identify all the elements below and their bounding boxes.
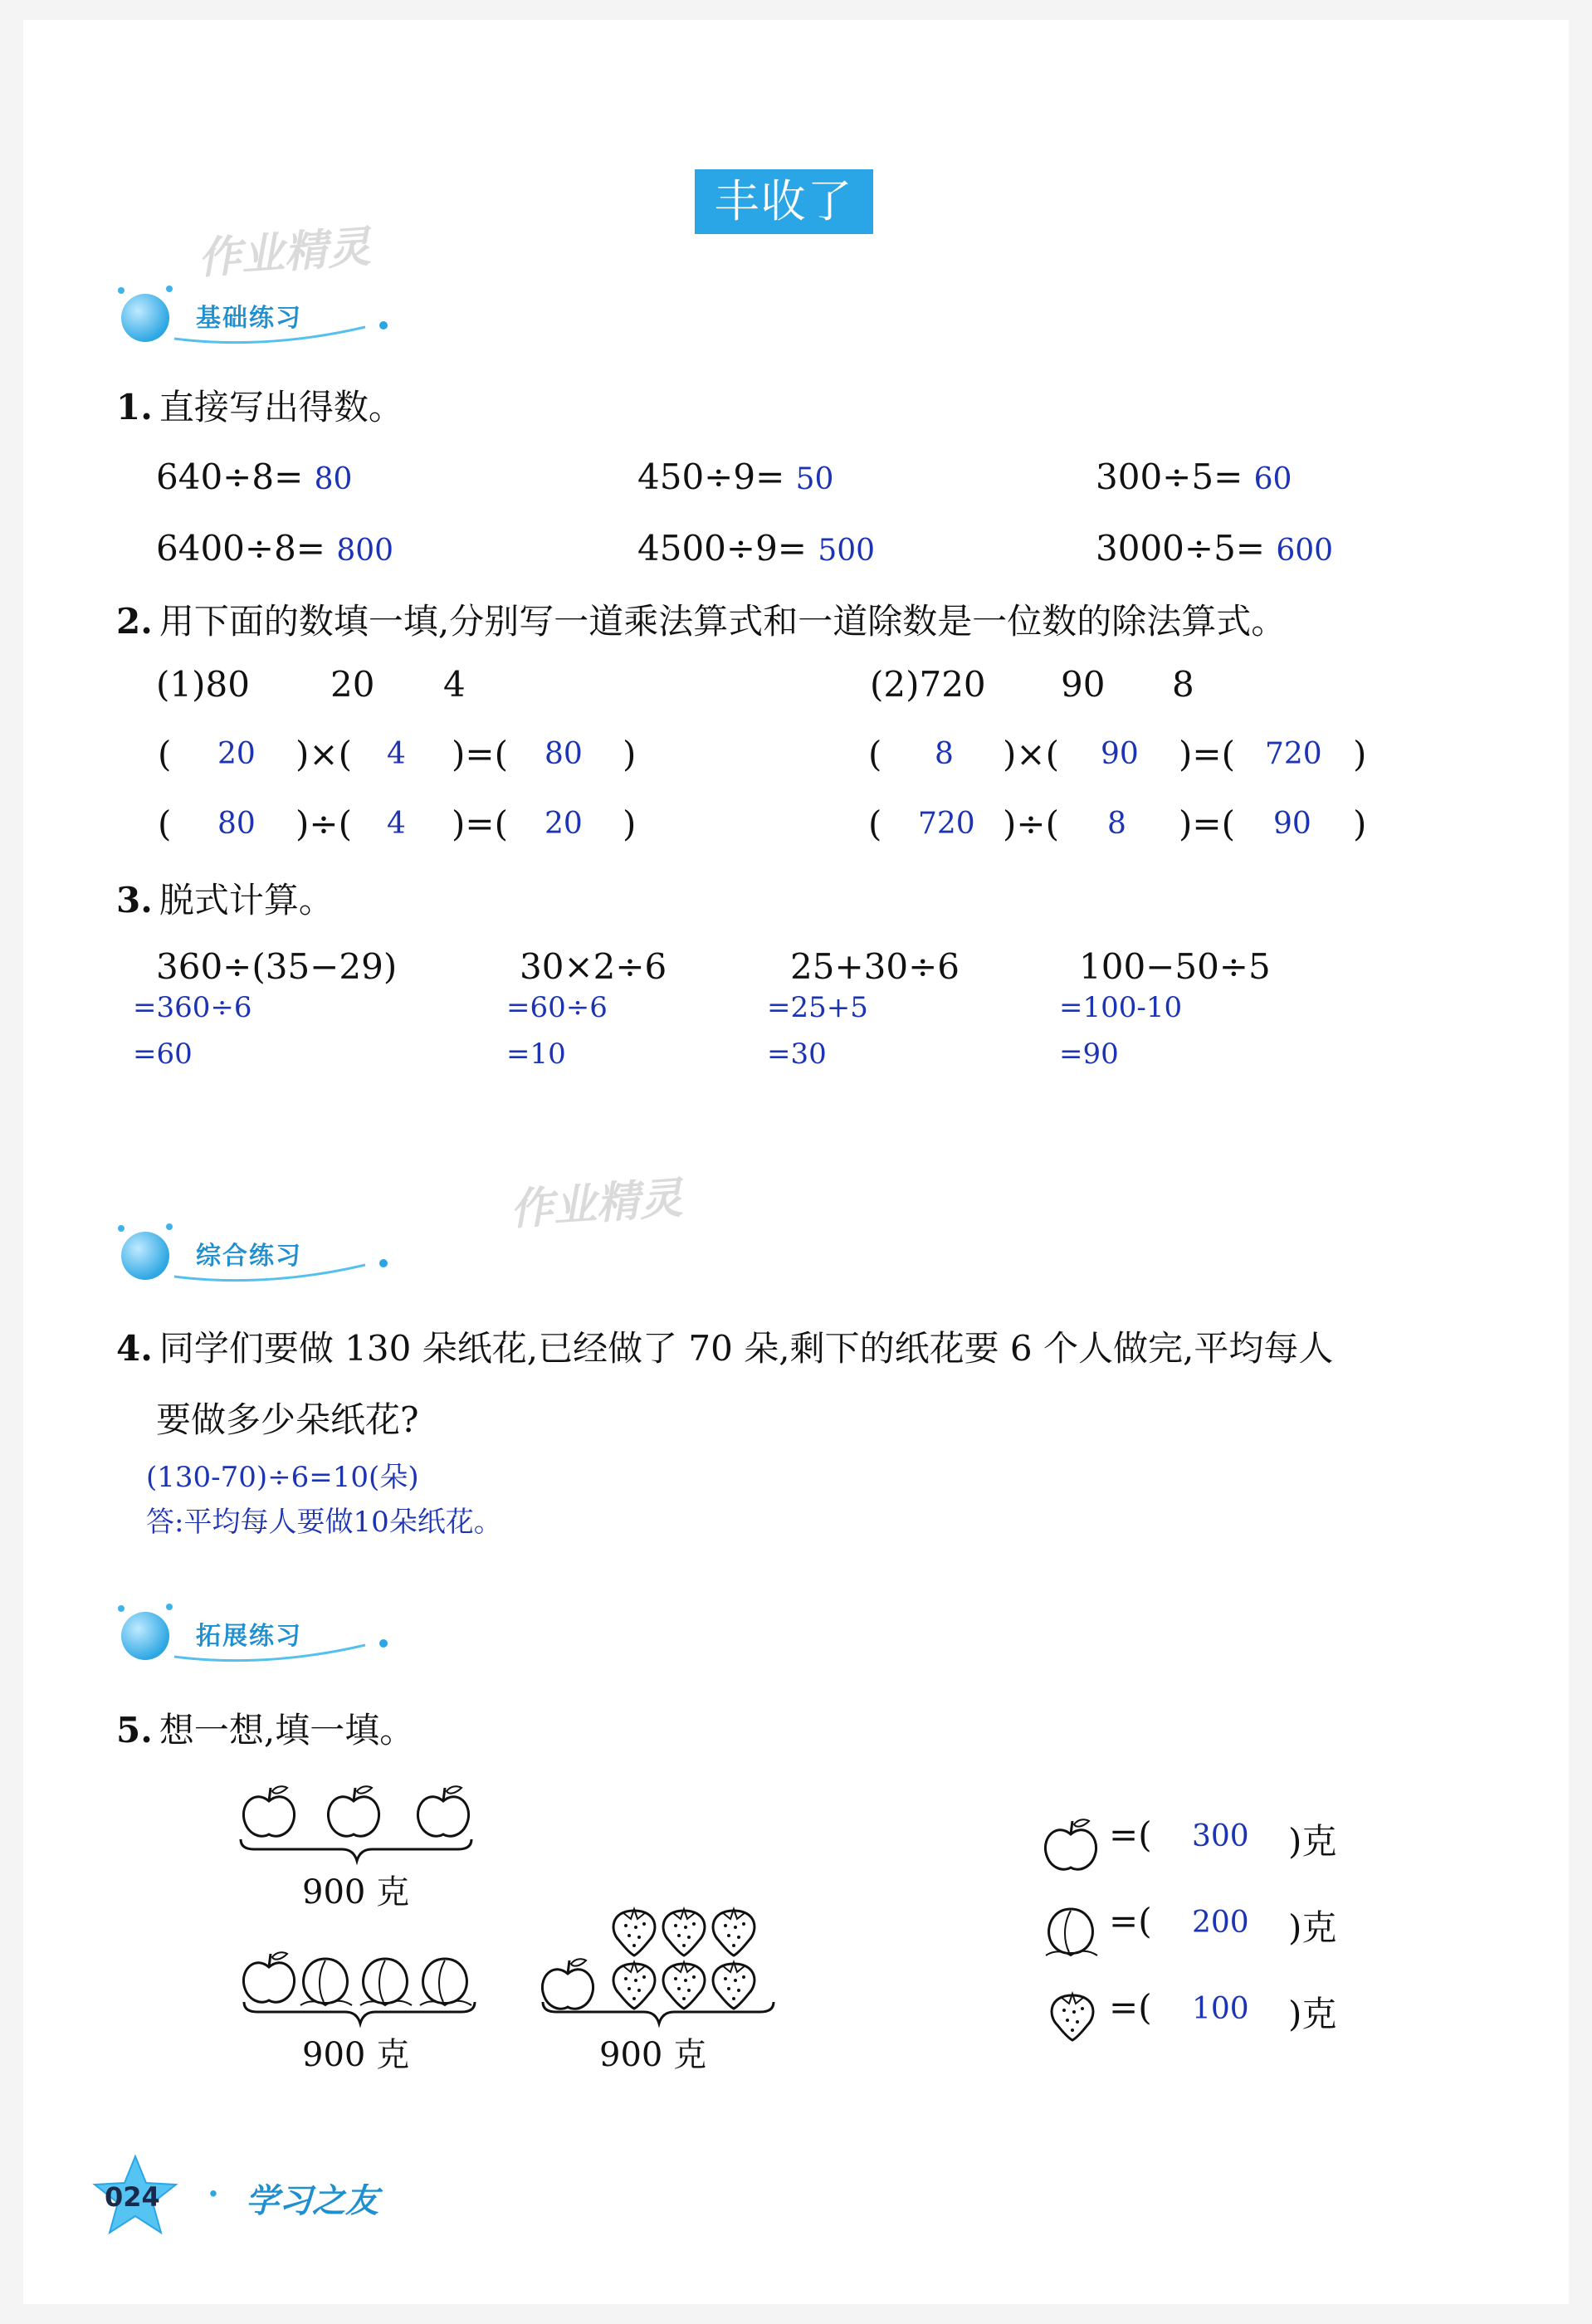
paren: ) (623, 734, 637, 774)
calc-step: =360÷6 (133, 991, 252, 1024)
paren: ) (1353, 734, 1367, 774)
given-number: 8 (1172, 664, 1194, 705)
answer: 800 (336, 534, 394, 568)
given-numbers-1: (1)80 (156, 664, 250, 705)
question-text: 想一想,填一填。 (159, 1710, 415, 1750)
calc-step: =30 (767, 1038, 827, 1071)
paren: ) (623, 803, 637, 844)
answer-equation: (130-70)÷6=10(朵) (146, 1461, 419, 1494)
eq-close: )克 (1288, 1994, 1337, 2034)
question-3 (116, 873, 334, 923)
answer: 4 (387, 807, 406, 841)
paren: ( (868, 803, 882, 844)
answer: 90 (1273, 807, 1311, 841)
watermark: 作业精灵 (196, 222, 373, 285)
answer: 720 (1265, 737, 1322, 771)
sparkle-icon (118, 1605, 125, 1612)
peach-icon (1039, 1897, 1106, 1964)
operator: )÷( (295, 803, 352, 844)
operator: )=( (452, 803, 508, 844)
oral-calc-item: 640÷8= 80 (156, 456, 353, 497)
question-number: 2. (116, 601, 153, 642)
answer: 8 (935, 737, 954, 771)
brand-logo: 学习之友 (246, 2182, 378, 2220)
strawberry-icon (1043, 1984, 1109, 2050)
answer: 80 (314, 462, 353, 496)
question-text: 脱式计算。 (159, 880, 334, 920)
eq-close: )克 (1288, 1821, 1337, 1862)
paren: ) (1353, 803, 1367, 844)
bubble-icon (121, 294, 169, 342)
sparkle-icon (166, 1604, 173, 1610)
given-number: 90 (1061, 664, 1106, 705)
question-text: 直接写出得数。 (159, 387, 403, 427)
sparkle-icon (166, 1223, 173, 1230)
brace-icon (241, 1999, 481, 2032)
page-title: 丰收了 (695, 169, 873, 234)
question-number: 1. (116, 387, 153, 427)
paren: ( (158, 803, 172, 844)
answer: 720 (918, 807, 975, 841)
swoosh-icon (166, 1625, 398, 1667)
eq-open: =( (1109, 1814, 1152, 1855)
paren: ( (868, 734, 882, 774)
given-numbers-2: (2)720 (870, 664, 986, 705)
brace-icon (237, 1836, 478, 1869)
answer: 600 (1276, 534, 1334, 568)
question-5 (116, 1703, 414, 1753)
question-text: 用下面的数填一填,分别写一道乘法算式和一道除数是一位数的除法算式。 (159, 601, 1287, 642)
page-number: 024 (105, 2181, 160, 2213)
apple-icon (1038, 1809, 1104, 1876)
calc-step: =100-10 (1059, 991, 1183, 1024)
calc-step: =60÷6 (506, 991, 608, 1024)
swoosh-icon (166, 307, 398, 349)
strawberry-icon (713, 1909, 754, 1955)
answer: 4 (387, 737, 406, 771)
operator: )×( (295, 734, 352, 774)
operator: )=( (1179, 803, 1235, 844)
answer: 80 (545, 737, 583, 771)
apple-icon (418, 1786, 468, 1836)
footer-dot: · (208, 2175, 219, 2214)
operator: )=( (452, 734, 508, 774)
question-1 (116, 380, 403, 430)
given-number: 20 (330, 664, 375, 705)
answer: 20 (217, 737, 256, 771)
question-text: 同学们要做 130 朵纸花,已经做了 70 朵,剩下的纸花要 6 个人做完,平均每人 (159, 1328, 1334, 1369)
operator: )×( (1003, 734, 1059, 774)
weight-label: 900 克 (302, 1873, 410, 1911)
calc-step: =10 (506, 1038, 566, 1071)
answer: 300 (1192, 1819, 1249, 1853)
sparkle-icon (118, 287, 125, 294)
section-label: 综合练习 (196, 1242, 302, 1271)
question-number: 3. (116, 880, 153, 920)
section-header-basic (116, 282, 382, 357)
calc-step: =90 (1059, 1038, 1119, 1071)
section-label: 基础练习 (196, 304, 302, 333)
oral-calc-item: 300÷5= 60 (1096, 456, 1292, 497)
oral-calc-item: 450÷9= 50 (637, 456, 834, 497)
calc-expression: 100−50÷5 (1079, 946, 1271, 987)
calc-step: =25+5 (767, 991, 868, 1024)
apple-icon (243, 1786, 294, 1836)
question-4 (116, 1321, 1333, 1371)
section-label: 拓展练习 (196, 1622, 302, 1651)
answer: 50 (795, 462, 834, 496)
sparkle-icon (118, 1225, 125, 1232)
section-header-comprehensive (116, 1220, 382, 1295)
answer: 60 (1253, 462, 1292, 496)
oral-calc-item: 4500÷9= 500 (637, 528, 876, 569)
bubble-icon (121, 1612, 169, 1660)
operator: )=( (1179, 734, 1235, 774)
answer: 80 (217, 807, 256, 841)
eq-open: =( (1109, 1987, 1152, 2028)
question-2 (116, 594, 1286, 644)
strawberry-icon (613, 1909, 655, 1955)
answer: 20 (545, 807, 583, 841)
given-number: 4 (443, 664, 466, 705)
question-number: 5. (116, 1710, 153, 1750)
answer-sentence: 答:平均每人要做10朵纸花。 (146, 1506, 502, 1539)
paren: ( (158, 734, 172, 774)
section-header-extension (116, 1600, 382, 1675)
calc-step: =60 (133, 1038, 193, 1071)
sparkle-icon (166, 286, 173, 292)
answer: 200 (1192, 1906, 1249, 1940)
question-text-line2: 要做多少朵纸花? (156, 1399, 419, 1440)
weight-label: 900 克 (599, 2036, 707, 2074)
question-number: 4. (116, 1328, 153, 1369)
strawberry-icon (663, 1909, 705, 1955)
apple-icon (328, 1786, 378, 1836)
swoosh-icon (166, 1245, 398, 1286)
oral-calc-item: 6400÷8= 800 (156, 528, 394, 569)
brace-icon (540, 1999, 780, 2032)
calc-expression: 30×2÷6 (520, 946, 667, 987)
answer: 90 (1101, 737, 1139, 771)
calc-expression: 360÷(35−29) (156, 946, 398, 987)
eq-close: )克 (1288, 1907, 1337, 1948)
apple-icon (243, 1952, 294, 2002)
answer: 100 (1192, 1992, 1249, 2026)
calc-expression: 25+30÷6 (790, 946, 960, 987)
oral-calc-item: 3000÷5= 600 (1096, 528, 1334, 569)
eq-open: =( (1109, 1901, 1152, 1941)
answer: 8 (1107, 807, 1126, 841)
weight-label: 900 克 (302, 2036, 410, 2074)
watermark: 作业精灵 (508, 1173, 685, 1236)
operator: )÷( (1003, 803, 1059, 844)
answer: 500 (818, 534, 876, 568)
bubble-icon (121, 1232, 169, 1280)
